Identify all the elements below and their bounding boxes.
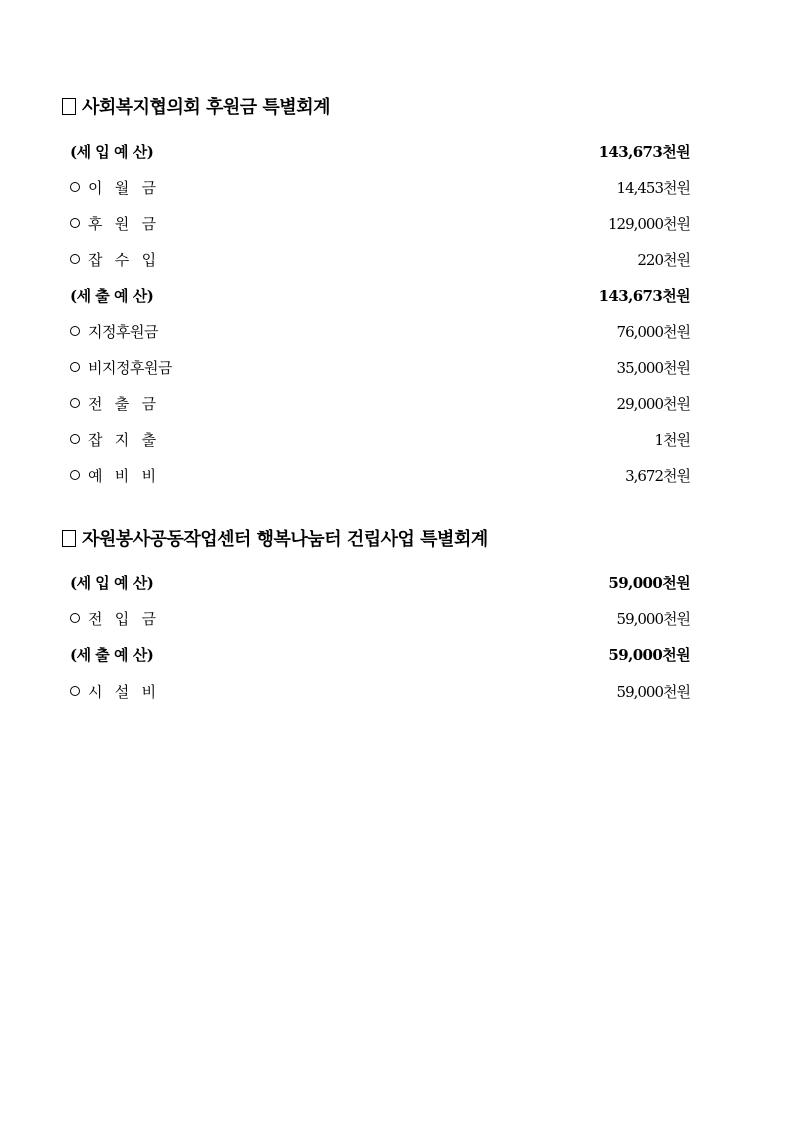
table-row bbox=[70, 463, 690, 487]
item-value: 1천원 bbox=[654, 430, 690, 449]
table-row bbox=[70, 175, 690, 199]
revenue-budget-heading: (세 입 예 산) bbox=[70, 573, 154, 592]
revenue-budget-total: 143,673천원 bbox=[598, 142, 690, 161]
section-title-1 bbox=[62, 93, 330, 119]
table-row bbox=[70, 642, 690, 666]
table-row bbox=[70, 679, 690, 703]
section-title-text: 자원봉사공동작업센터 행복나눔터 건립사업 특별회계 bbox=[82, 529, 488, 550]
expenditure-budget-total: 59,000천원 bbox=[608, 645, 690, 664]
circle-bullet-icon bbox=[70, 686, 80, 696]
item-label: 전 입 금 bbox=[88, 609, 156, 628]
item-value: 59,000천원 bbox=[616, 609, 690, 628]
expenditure-budget-heading: (세 출 예 산) bbox=[70, 645, 154, 664]
square-bullet-icon bbox=[62, 530, 76, 547]
revenue-budget-heading: (세 입 예 산) bbox=[70, 142, 154, 161]
item-label: 후 원 금 bbox=[88, 214, 156, 233]
circle-bullet-icon bbox=[70, 434, 80, 444]
section-title-2 bbox=[62, 525, 488, 551]
item-value: 76,000천원 bbox=[616, 322, 690, 341]
item-label: 이 월 금 bbox=[88, 178, 156, 197]
item-value: 14,453천원 bbox=[616, 178, 690, 197]
circle-bullet-icon bbox=[70, 182, 80, 192]
item-label: 예 비 비 bbox=[88, 466, 156, 485]
revenue-budget-total: 59,000천원 bbox=[608, 573, 690, 592]
table-row bbox=[70, 139, 690, 163]
circle-bullet-icon bbox=[70, 218, 80, 228]
circle-bullet-icon bbox=[70, 470, 80, 480]
circle-bullet-icon bbox=[70, 398, 80, 408]
table-row bbox=[70, 606, 690, 630]
table-row bbox=[70, 247, 690, 271]
item-label: 지정후원금 bbox=[88, 322, 158, 341]
table-row bbox=[70, 283, 690, 307]
table-row bbox=[70, 319, 690, 343]
expenditure-budget-heading: (세 출 예 산) bbox=[70, 286, 154, 305]
table-row bbox=[70, 570, 690, 594]
item-label: 비지정후원금 bbox=[88, 358, 172, 377]
item-value: 220천원 bbox=[637, 250, 690, 269]
circle-bullet-icon bbox=[70, 613, 80, 623]
section-title-text: 사회복지협의회 후원금 특별회계 bbox=[82, 97, 330, 118]
circle-bullet-icon bbox=[70, 326, 80, 336]
item-label: 시 설 비 bbox=[88, 682, 156, 701]
circle-bullet-icon bbox=[70, 362, 80, 372]
table-row bbox=[70, 391, 690, 415]
square-bullet-icon bbox=[62, 98, 76, 115]
item-value: 35,000천원 bbox=[616, 358, 690, 377]
item-label: 잡 지 출 bbox=[88, 430, 156, 449]
table-row bbox=[70, 355, 690, 379]
item-value: 29,000천원 bbox=[616, 394, 690, 413]
table-row bbox=[70, 211, 690, 235]
item-label: 전 출 금 bbox=[88, 394, 156, 413]
item-value: 129,000천원 bbox=[607, 214, 690, 233]
table-row bbox=[70, 427, 690, 451]
item-value: 59,000천원 bbox=[616, 682, 690, 701]
item-label: 잡 수 입 bbox=[88, 250, 156, 269]
circle-bullet-icon bbox=[70, 254, 80, 264]
expenditure-budget-total: 143,673천원 bbox=[598, 286, 690, 305]
item-value: 3,672천원 bbox=[625, 466, 690, 485]
